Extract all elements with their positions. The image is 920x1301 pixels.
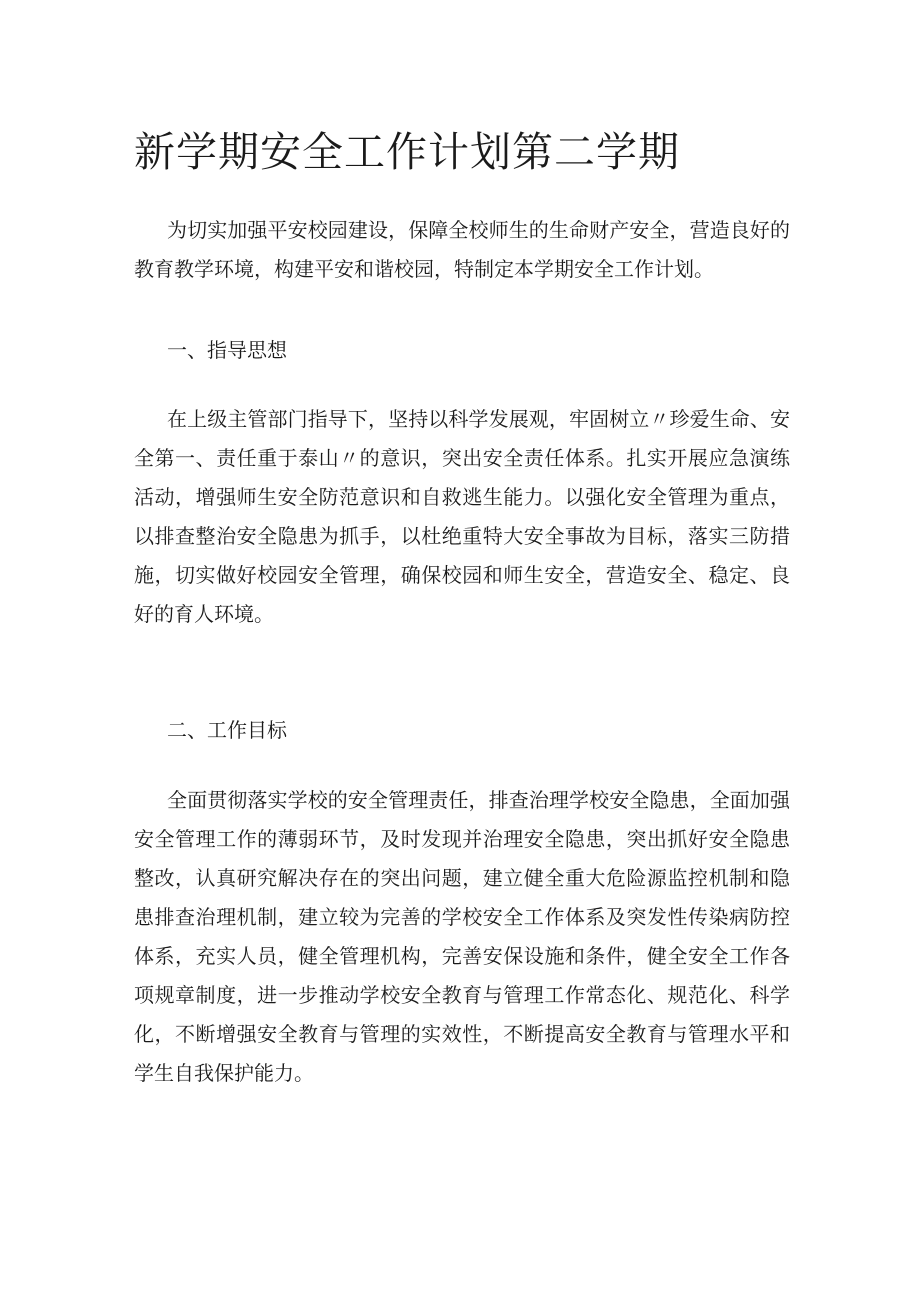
section-heading-work-goals: 二、工作目标 <box>167 718 287 742</box>
section-body-guiding-ideology: 在上级主管部门指导下，坚持以科学发展观，牢固树立〃珍爱生命、安全第一、责任重于泰山〃的意识，突出安全责任体系。扎实开展应急演练活动，增强师生安全防范意识和自救逃生能力。以强化安全管理为重点，以排查整治安全隐患为抓手，以杜绝重特大安全事故为目标，落实三防措施，切实做好校园安全管理，确保校园和师生安全，营造安全、稳定、良好的育人环境。 <box>134 407 790 626</box>
document-title: 新学期安全工作计划第二学期 <box>134 128 680 176</box>
intro-paragraph: 为切实加强平安校园建设，保障全校师生的生命财产安全，营造良好的教育教学环境，构建平安和谐校园，特制定本学期安全工作计划。 <box>134 218 790 281</box>
section-heading-guiding-ideology: 一、指导思想 <box>167 338 287 362</box>
section-body-work-goals: 全面贯彻落实学校的安全管理责任，排查治理学校安全隐患，全面加强安全管理工作的薄弱环节，及时发现并治理安全隐患，突出抓好安全隐患整改，认真研究解决存在的突出问题，建立健全重大危险源监控机制和隐患排查治理机制，建立较为完善的学校安全工作体系及突发性传染病防控体系，充实人员，健全管理机构，完善安保设施和条件，健全安全工作各项规章制度，进一步推动学校安全教育与管理工作常态化、规范化、科学化，不断增强安全教育与管理的实效性，不断提高安全教育与管理水平和学生自我保护能力。 <box>134 788 790 1085</box>
